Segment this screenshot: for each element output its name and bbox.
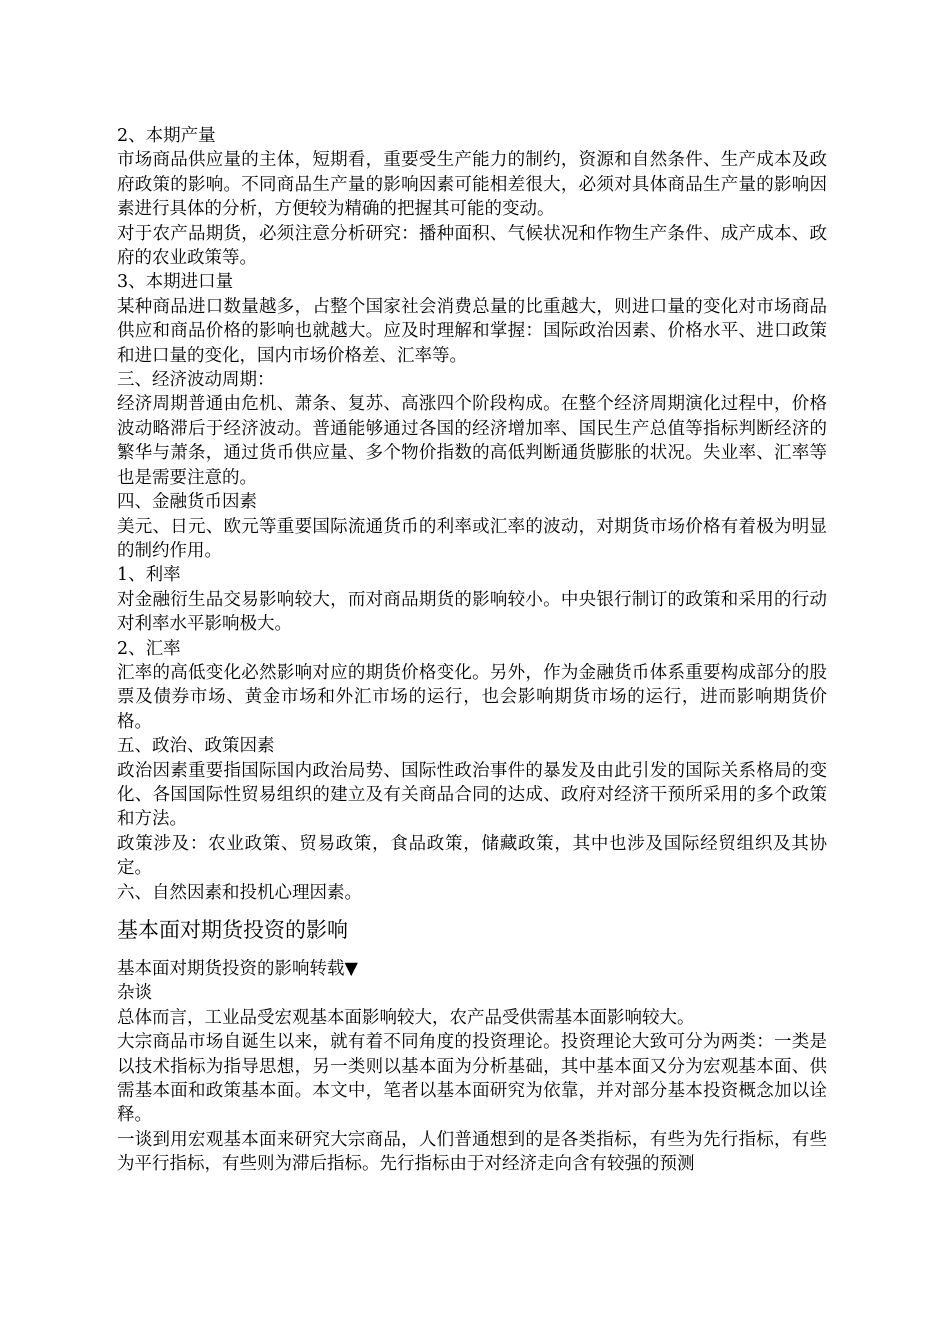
paragraph: 一谈到用宏观基本面来研究大宗商品，人们普通想到的是各类指标，有些为先行指标，有些为平行指标，有些则为滞后指标。先行指标由于对经济走向含有较强的预测 bbox=[117, 1129, 827, 1175]
section-heading: 三、经济波动周期： bbox=[117, 370, 275, 391]
paragraph: 2、汇率 bbox=[117, 638, 181, 659]
paragraph: 汇率的高低变化必然影响对应的期货价格变化。另外，作为金融货币体系重要构成部分的股票及债券市场、黄金市场和外汇市场的运行，也会影响期货市场的运行，进而影响期货价格。 bbox=[117, 662, 827, 732]
tag-line[interactable]: 杂谈 bbox=[117, 983, 152, 1004]
paragraph: 某种商品进口数量越多，占整个国家社会消费总量的比重越大，则进口量的变化对市场商品供应和商品价格的影响也就越大。应及时理解和掌握：国际政治因素、价格水平、进口政策和进口量的变化，国内市场价格差、汇率等。 bbox=[117, 296, 827, 366]
paragraph: 市场商品供应量的主体，短期看，重要受生产能力的制约，资源和自然条件、生产成本及政府政策的影响。不同商品生产量的影响因素可能相差很大，必须对具体商品生产量的影响因素进行具体的分析，方便较为精确的把握其可能的变动。 bbox=[117, 150, 827, 220]
document-page bbox=[117, 124, 827, 1177]
paragraph: 对于农产品期货，必须注意分析研究：播种面积、气候状况和作物生产条件、成产成本、政府的农业政策等。 bbox=[117, 223, 827, 269]
repost-line[interactable]: 基本面对期货投资的影响转载▼ bbox=[117, 959, 358, 979]
paragraph: 3、本期进口量 bbox=[117, 272, 234, 293]
paragraph: 1、利率 bbox=[117, 565, 181, 586]
article-title: 基本面对期货投资的影响 bbox=[117, 918, 348, 942]
paragraph: 政策涉及：农业政策、贸易政策，食品政策，储藏政策，其中也涉及国际经贸组织及其协定。 bbox=[117, 833, 827, 879]
section-heading: 五、政治、政策因素 bbox=[117, 736, 275, 757]
paragraph: 政治因素重要指国际国内政治局势、国际性政治事件的暴发及由此引发的国际关系格局的变化、各国国际性贸易组织的建立及有关商品合同的达成、政府对经济干预所采用的多个政策和方法。 bbox=[117, 760, 827, 830]
paragraph: 经济周期普通由危机、萧条、复苏、高涨四个阶段构成。在整个经济周期演化过程中，价格波动略滞后于经济波动。普通能够通过各国的经济增加率、国民生产总值等指标判断经济的繁华与萧条，通过货币供应量、多个物价指数的高低判断通货膨胀的状况。失业率、汇率等也是需要注意的。 bbox=[117, 394, 827, 488]
section-heading: 四、金融货币因素 bbox=[117, 492, 257, 513]
paragraph: 美元、日元、欧元等重要国际流通货币的利率或汇率的波动，对期货市场价格有着极为明显的制约作用。 bbox=[117, 516, 827, 561]
paragraph: 对金融衍生品交易影响较大，而对商品期货的影响较小。中央银行制订的政策和采用的行动对利率水平影响极大。 bbox=[117, 589, 827, 635]
paragraph: 2、本期产量 bbox=[117, 126, 216, 146]
paragraph: 大宗商品市场自诞生以来，就有着不同角度的投资理论。投资理论大致可分为两类：一类是以技术指标为指导思想，另一类则以基本面为分析基础，其中基本面又分为宏观基本面、供需基本面和政策基本面。本文中，笔者以基本面研究为依靠，并对部分基本投资概念加以诠释。 bbox=[117, 1032, 827, 1126]
paragraph: 总体而言，工业品受宏观基本面影响较大，农产品受供需基本面影响较大。 bbox=[117, 1007, 695, 1028]
section-heading: 六、自然因素和投机心理因素。 bbox=[117, 882, 362, 903]
